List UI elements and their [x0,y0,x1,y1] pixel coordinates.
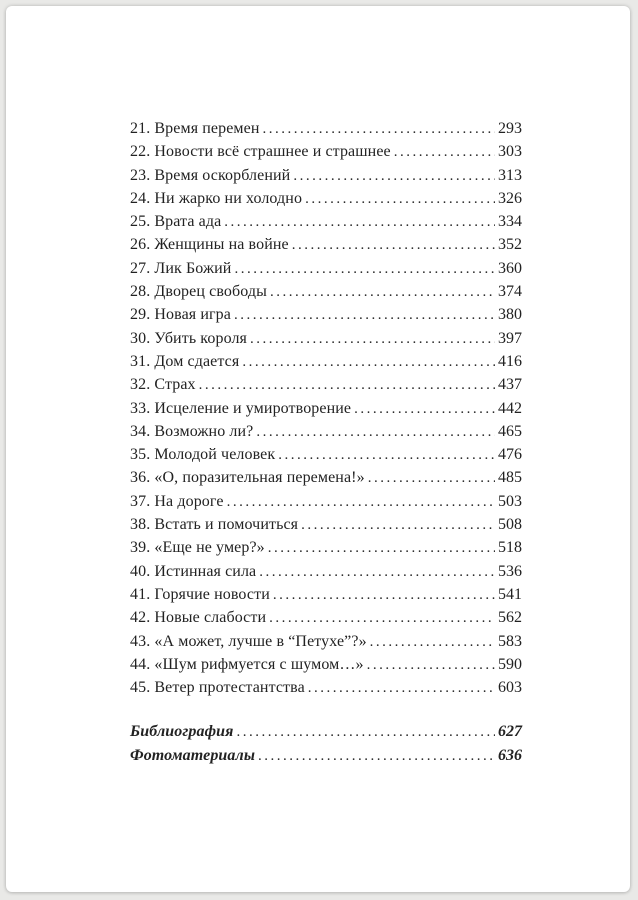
toc-entry-page: 360 [498,259,522,277]
dot-leader [370,633,495,651]
toc-entry-page: 536 [498,562,522,580]
dot-leader [199,376,495,394]
toc-entry-title: 42. Новые слабости [130,609,267,627]
toc-back-matter-list [130,723,522,770]
dot-leader [354,400,495,418]
toc-entry-title: 22. Новости всё страшнее и страшнее [130,143,391,161]
toc-entry [130,469,522,492]
dot-leader [278,446,495,464]
dot-leader [368,469,495,487]
dot-leader [269,609,495,627]
toc-entry-page: 603 [498,679,522,697]
toc-list [130,120,522,702]
dot-leader [293,167,495,185]
toc-entry [130,633,522,656]
table-of-contents [130,120,522,770]
dot-leader [250,330,495,348]
toc-entry-title: 25. Врата ада [130,213,222,231]
dot-leader [273,586,495,604]
toc-entry [130,143,522,166]
dot-leader [234,260,495,278]
toc-entry [130,120,522,143]
dot-leader [258,747,495,765]
dot-leader [227,493,495,511]
toc-entry [130,679,522,702]
dot-leader [236,723,495,741]
toc-entry-title: 31. Дом сдается [130,352,240,370]
toc-entry [130,330,522,353]
dot-leader [305,190,495,208]
dot-leader [308,679,495,697]
toc-entry-title: 38. Встать и помочиться [130,516,299,534]
toc-entry [130,353,522,376]
toc-entry [130,446,522,469]
toc-entry-title: 40. Истинная сила [130,562,257,580]
toc-entry-title: 37. На дороге [130,492,224,510]
toc-entry [130,723,522,746]
dot-leader [259,563,495,581]
dot-leader [394,143,495,161]
toc-entry-page: 442 [498,399,522,417]
toc-entry-page: 583 [498,632,522,650]
toc-entry [130,260,522,283]
toc-entry [130,747,522,770]
toc-entry-title: 43. «А может, лучше в “Петухе”?» [130,632,367,650]
dot-leader [292,236,495,254]
toc-entry-page: 326 [498,189,522,207]
toc-entry-page: 476 [498,446,522,464]
toc-entry-page: 590 [498,655,522,673]
dot-leader [367,656,495,674]
dot-leader [234,306,495,324]
toc-entry-title: 23. Время оскорблений [130,166,291,184]
toc-entry-page: 562 [498,609,522,627]
toc-entry-page: 374 [498,283,522,301]
toc-entry [130,213,522,236]
dot-leader [301,516,495,534]
toc-entry [130,516,522,539]
toc-entry-page: 627 [498,723,522,741]
toc-entry-page: 485 [498,469,522,487]
toc-entry-title: 28. Дворец свободы [130,283,267,301]
toc-entry-title: 45. Ветер протестантства [130,679,305,697]
toc-entry-title: 36. «О, поразительная перемена!» [130,469,365,487]
dot-leader [268,539,495,557]
toc-entry-page: 352 [498,236,522,254]
toc-entry-page: 334 [498,213,522,231]
toc-entry-page: 636 [498,746,522,764]
toc-entry-title: 26. Женщины на войне [130,236,289,254]
toc-entry-page: 465 [498,422,522,440]
toc-entry-title: 29. Новая игра [130,306,231,324]
toc-entry-title: 41. Горячие новости [130,585,270,603]
toc-entry-page: 313 [498,166,522,184]
toc-entry-page: 518 [498,539,522,557]
dot-leader [263,120,495,138]
toc-entry-title: 34. Возможно ли? [130,422,254,440]
dot-leader [242,353,495,371]
toc-entry-page: 380 [498,306,522,324]
toc-entry [130,306,522,329]
toc-entry [130,167,522,190]
toc-entry-title: Фотоматериалы [130,746,256,764]
toc-entry-title: 33. Исцеление и умиротворение [130,399,352,417]
toc-entry [130,539,522,562]
toc-entry-page: 541 [498,585,522,603]
toc-entry [130,376,522,399]
toc-entry-title: Библиография [130,723,234,741]
toc-entry-title: 44. «Шум рифмуется с шумом…» [130,655,364,673]
toc-entry-page: 437 [498,376,522,394]
toc-entry [130,236,522,259]
dot-leader [224,213,495,231]
toc-entry-title: 27. Лик Божий [130,259,232,277]
toc-entry [130,656,522,679]
dot-leader [270,283,495,301]
toc-entry-title: 24. Ни жарко ни холодно [130,189,303,207]
toc-entry-title: 30. Убить короля [130,329,248,347]
toc-entry [130,493,522,516]
toc-entry-title: 21. Время перемен [130,120,260,137]
toc-entry-page: 293 [498,120,522,137]
toc-entry-page: 303 [498,143,522,161]
dot-leader [256,423,495,441]
toc-entry [130,563,522,586]
toc-entry-title: 32. Страх [130,376,196,394]
toc-entry [130,283,522,306]
toc-entry-title: 35. Молодой человек [130,446,276,464]
toc-entry-title: 39. «Еще не умер?» [130,539,265,557]
book-page [6,6,630,892]
toc-entry-page: 508 [498,516,522,534]
toc-entry [130,609,522,632]
toc-entry [130,586,522,609]
toc-entry [130,190,522,213]
toc-entry-page: 416 [498,352,522,370]
toc-entry [130,400,522,423]
toc-entry-page: 397 [498,329,522,347]
toc-entry [130,423,522,446]
toc-entry-page: 503 [498,492,522,510]
